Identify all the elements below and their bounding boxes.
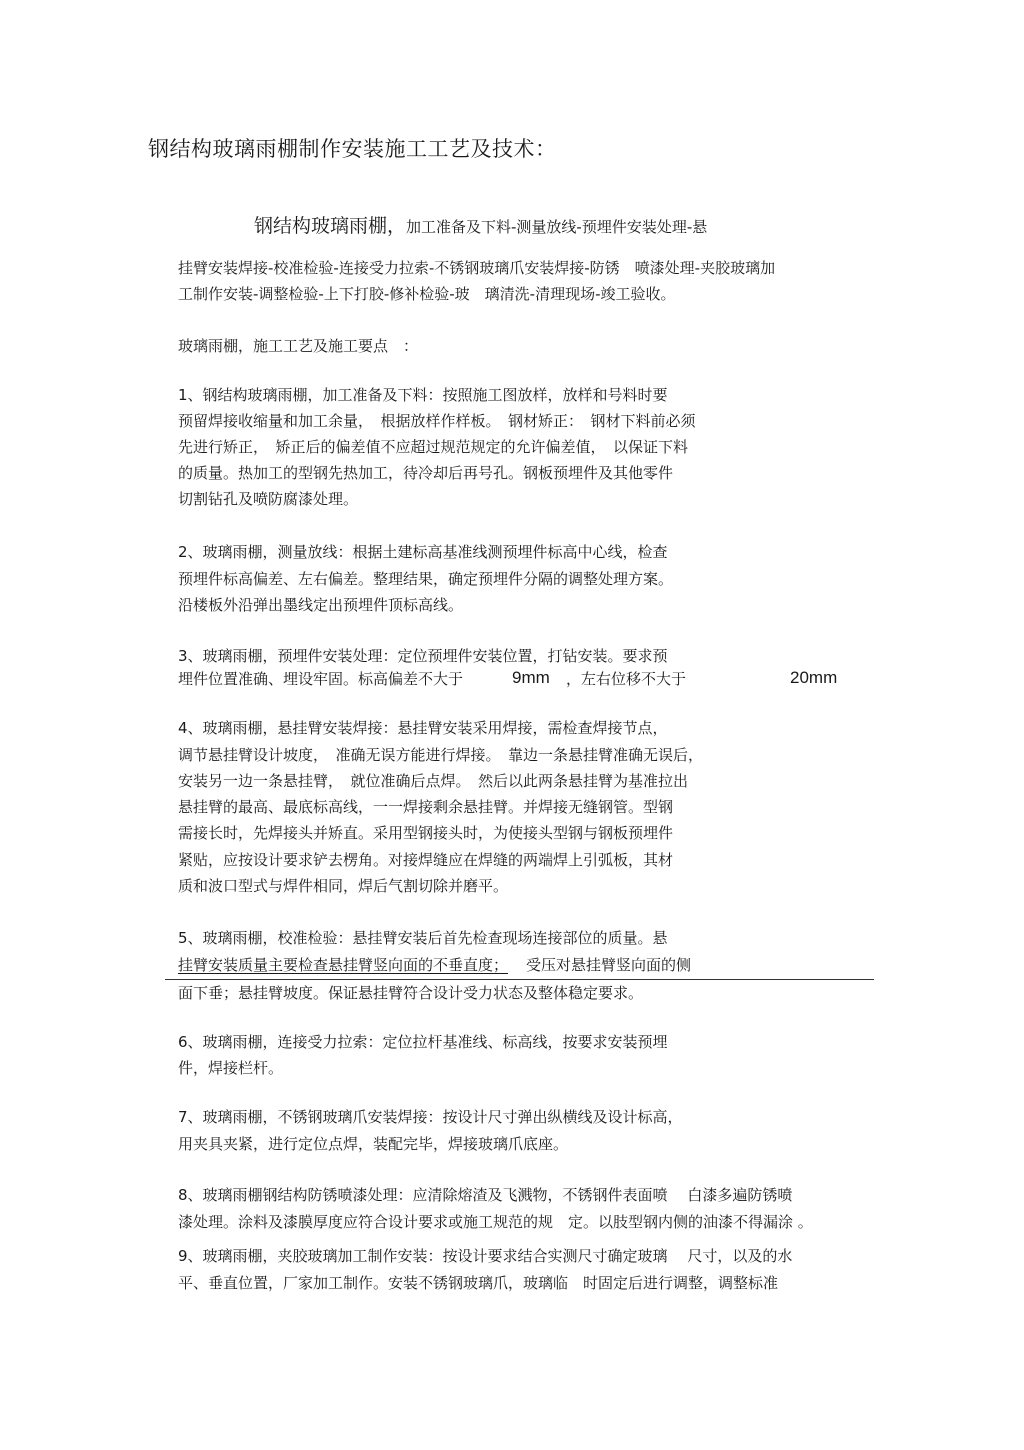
p5-underlined-text: 挂臂安装质量主要检查悬挂臂竖向面的不垂直度； xyxy=(178,956,509,974)
p9-line-1: 9、玻璃雨棚，夹胶玻璃加工制作安装：按设计要求结合实测尺寸确定玻璃 尺寸，以及的水 xyxy=(178,1247,793,1265)
p1-line-5: 切割钻孔及喷防腐漆处理。 xyxy=(178,490,359,508)
p7-line-1: 7、玻璃雨棚，不锈钢玻璃爪安装焊接：按设计尺寸弹出纵横线及设计标高， xyxy=(178,1108,683,1126)
p3-line-1: 3、玻璃雨棚，预埋件安装处理：定位预埋件安装位置，打钻安装。要求预 xyxy=(178,647,668,665)
p3-line-2a: 埋件位置准确、埋设牢固。标高偏差不大于 xyxy=(178,670,464,688)
p1-line-3: 先进行矫正， 矫正后的偏差值不应超过规范规定的允许偏差值， 以保证下料 xyxy=(178,438,689,456)
p8-line-1: 8、玻璃雨棚钢结构防锈喷漆处理：应清除熔渣及飞溅物，不锈钢件表面喷 白漆多遍防锈喷 xyxy=(178,1186,793,1204)
p4-line-3: 安装另一边一条悬挂臂， 就位准确后点焊。 然后以此两条悬挂臂为基准拉出 xyxy=(178,772,689,790)
p8-line-2: 漆处理。涂料及漆膜厚度应符合设计要求或施工规范的规 定。以肢型钢内侧的油漆不得漏涂 。 xyxy=(178,1213,813,1231)
intro-line-1 xyxy=(254,216,707,237)
p3-line-2b: ，左右位移不大于 xyxy=(566,670,687,688)
intro-line-1-text: 加工准备及下料-测量放线-预埋件安装处理-悬 xyxy=(406,218,708,236)
p1-line-1: 1、钢结构玻璃雨棚，加工准备及下料：按照施工图放样，放样和号料时要 xyxy=(178,386,668,404)
p7-line-2: 用夹具夹紧，进行定位点焊，装配完毕，焊接玻璃爪底座。 xyxy=(178,1135,569,1153)
p6-line-1: 6、玻璃雨棚，连接受力拉索：定位拉杆基准线、标高线，按要求安装预埋 xyxy=(178,1033,668,1051)
p3-value-20mm: 20mm xyxy=(790,668,838,687)
p5-line-1: 5、玻璃雨棚，校准检验：悬挂臂安装后首先检查现场连接部位的质量。悬 xyxy=(178,929,668,947)
p2-line-1: 2、玻璃雨棚，测量放线：根据土建标高基准线测预埋件标高中心线，检查 xyxy=(178,543,668,561)
intro-line-3: 工制作安装-调整检验-上下打胶-修补检验-玻 璃清洗-清理现场-竣工验收。 xyxy=(178,285,676,303)
p4-line-5: 需接长时，先焊接头并矫直。采用型钢接头时，为使接头型钢与钢板预埋件 xyxy=(178,824,674,842)
p9-line-2: 平、垂直位置，厂家加工制作。安装不锈钢玻璃爪，玻璃临 时固定后进行调整，调整标准 xyxy=(178,1274,779,1292)
p2-line-2: 预埋件标高偏差、左右偏差。整理结果，确定预埋件分隔的调整处理方案。 xyxy=(178,570,674,588)
p1-line-2: 预留焊接收缩量和加工余量， 根据放样作样板。 钢材矫正： 钢材下料前必须 xyxy=(178,412,696,430)
horizontal-rule xyxy=(165,979,874,980)
p2-line-3: 沿楼板外沿弹出墨线定出预埋件顶标高线。 xyxy=(178,596,464,614)
p4-line-6: 紧贴，应按设计要求铲去楞角。对接焊缝应在焊缝的两端焊上引弧板，其材 xyxy=(178,851,674,869)
p1-line-4: 的质量。热加工的型钢先热加工，待冷却后再号孔。钢板预埋件及其他零件 xyxy=(178,464,674,482)
p4-line-4: 悬挂臂的最高、最底标高线，一一焊接剩余悬挂臂。并焊接无缝钢管。型钢 xyxy=(178,798,674,816)
intro-lead: 钢结构玻璃雨棚， xyxy=(254,215,407,237)
p6-line-2: 件，焊接栏杆。 xyxy=(178,1059,284,1077)
intro-line-2: 挂臂安装焊接-校准检验-连接受力拉索-不锈钢玻璃爪安装焊接-防锈 喷漆处理-夹胶玻璃加 xyxy=(178,259,776,277)
section-heading: 玻璃雨棚，施工工艺及施工要点 ： xyxy=(178,337,419,355)
p5-line-2 xyxy=(178,955,691,975)
p3-value-9mm: 9mm xyxy=(512,668,550,687)
p4-line-7: 质和波口型式与焊件相同，焊后气割切除并磨平。 xyxy=(178,877,509,895)
p5-line-3: 面下垂；悬挂臂坡度。保证悬挂臂符合设计受力状态及整体稳定要求。 xyxy=(178,984,644,1002)
p4-line-1: 4、玻璃雨棚，悬挂臂安装焊接：悬挂臂安装采用焊接，需检查焊接节点， xyxy=(178,719,668,737)
document-title: 钢结构玻璃雨棚制作安装施工工艺及技术： xyxy=(148,137,557,161)
p4-line-2: 调节悬挂臂设计坡度， 准确无误方能进行焊接。 靠边一条悬挂臂准确无误后， xyxy=(178,746,704,764)
p5-line-2-rest: 受压对悬挂臂竖向面的侧 xyxy=(526,956,692,974)
